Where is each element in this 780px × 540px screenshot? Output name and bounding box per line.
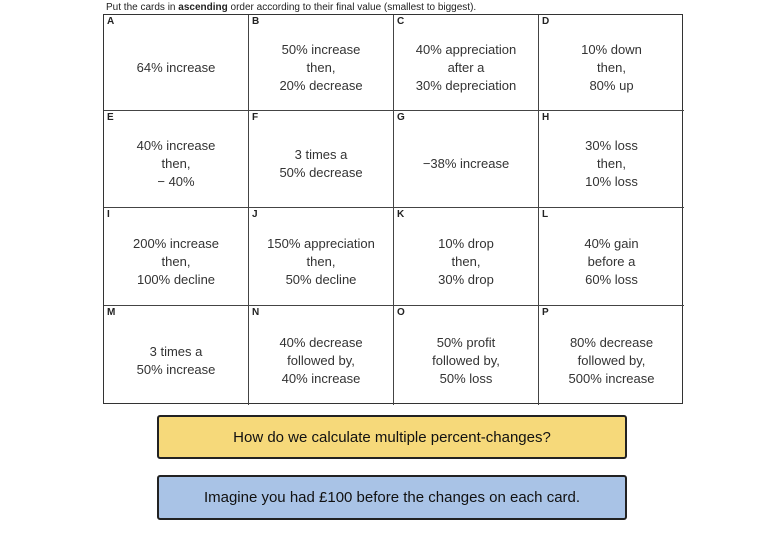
card-f[interactable] — [249, 111, 394, 208]
card-text: 50% increase then, 20% decrease — [279, 41, 363, 93]
card-letter: N — [252, 307, 260, 318]
card-a[interactable] — [104, 15, 249, 111]
hint-text: Imagine you had £100 before the changes on each card. — [203, 489, 581, 506]
card-letter: G — [397, 112, 405, 123]
card-text: 150% appreciation then, 50% decline — [267, 235, 375, 287]
card-text: 40% increase then, − 40% — [136, 138, 216, 189]
instruction-emphasis: ascending — [178, 2, 228, 13]
question-box — [157, 415, 627, 459]
card-letter: L — [542, 209, 549, 220]
card-c[interactable] — [394, 15, 539, 111]
card-text: 80% decrease followed by, 500% increase — [568, 334, 655, 386]
card-letter: I — [107, 209, 110, 220]
card-m[interactable] — [104, 306, 249, 405]
card-j[interactable] — [249, 208, 394, 306]
card-text: 3 times a 50% decrease — [279, 147, 363, 180]
instruction-prefix: Put the cards in — [106, 2, 179, 13]
card-text: 64% increase — [136, 59, 216, 75]
card-text: 40% appreciation after a 30% depreciation — [415, 41, 517, 93]
card-grid — [103, 14, 683, 404]
card-letter: F — [252, 112, 259, 123]
card-text: 40% gain before a 60% loss — [584, 235, 639, 287]
card-i[interactable] — [104, 208, 249, 306]
card-text: 30% loss then, 10% loss — [585, 138, 638, 189]
card-text: 50% profit followed by, 50% loss — [432, 334, 500, 386]
card-b[interactable] — [249, 15, 394, 111]
card-e[interactable] — [104, 111, 249, 208]
card-letter: A — [107, 16, 115, 27]
card-d[interactable] — [539, 15, 684, 111]
card-text: 200% increase then, 100% decline — [133, 235, 219, 287]
card-p[interactable] — [539, 306, 684, 405]
card-text: 3 times a 50% increase — [136, 343, 216, 377]
card-n[interactable] — [249, 306, 394, 405]
card-text: 10% down then, 80% up — [581, 41, 642, 93]
card-letter: B — [252, 16, 260, 27]
card-letter: P — [542, 307, 549, 318]
card-letter: C — [397, 16, 405, 27]
card-g[interactable] — [394, 111, 539, 208]
card-text: −38% increase — [422, 156, 510, 171]
card-text: 10% drop then, 30% drop — [438, 235, 494, 287]
instruction-text — [106, 2, 476, 13]
card-letter: H — [542, 112, 550, 123]
card-k[interactable] — [394, 208, 539, 306]
instruction-suffix: order according to their final value (smallest to biggest). — [227, 2, 477, 13]
hint-box — [157, 475, 627, 520]
card-letter: M — [107, 307, 116, 318]
card-o[interactable] — [394, 306, 539, 405]
card-l[interactable] — [539, 208, 684, 306]
card-text: 40% decrease followed by, 40% increase — [279, 334, 363, 386]
card-letter: J — [252, 209, 258, 220]
card-letter: E — [107, 112, 114, 123]
question-text: How do we calculate multiple percent-changes? — [233, 428, 551, 446]
card-letter: K — [397, 209, 405, 220]
card-letter: O — [397, 307, 405, 318]
card-h[interactable] — [539, 111, 684, 208]
card-letter: D — [542, 16, 550, 27]
